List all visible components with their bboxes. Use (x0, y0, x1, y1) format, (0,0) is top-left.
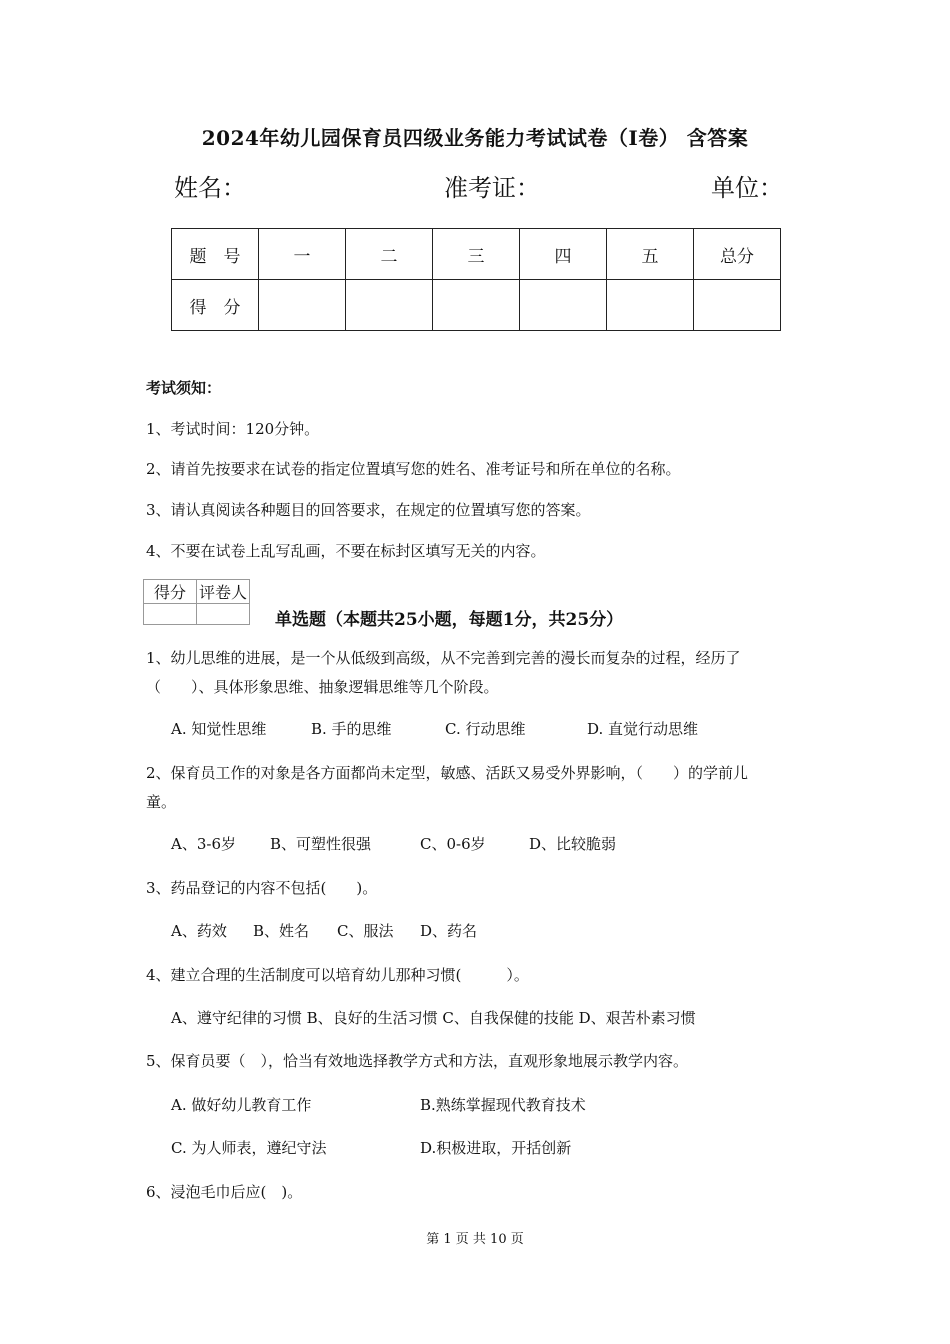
score-input-cell[interactable] (346, 280, 433, 331)
score-table-cell: 三 (433, 229, 520, 280)
grader-name-label: 评卷人 (197, 580, 250, 604)
score-table-cell: 五 (607, 229, 694, 280)
exam-id-label: 准考证： (444, 174, 540, 202)
q5-option-b: B.熟练掌握现代教育技术 (420, 1096, 586, 1114)
q5-option-c: C. 为人师表，遵纪守法 (171, 1139, 327, 1157)
grader-name-cell[interactable] (197, 604, 250, 625)
question-2-text-cont: 童。 (146, 793, 177, 811)
score-input-cell[interactable] (694, 280, 781, 331)
question-1-text: 1、幼儿思维的进展，是一个从低级到高级，从不完善到完善的漫长而复杂的过程，经历了 (146, 649, 741, 667)
q1-option-c: C. 行动思维 (445, 720, 526, 738)
question-3-text: 3、药品登记的内容不包括( )。 (146, 879, 378, 897)
score-input-cell[interactable] (259, 280, 346, 331)
question-2-text: 2、保育员工作的对象是各方面都尚未定型，敏感、活跃又易受外界影响，（ ）的学前儿 (146, 764, 749, 782)
score-input-cell[interactable] (433, 280, 520, 331)
q2-option-a: A、3-6岁 (171, 835, 236, 853)
grader-table (143, 579, 250, 625)
q5-option-d: D.积极进取，开括创新 (420, 1139, 572, 1157)
q3-option-d: D、药名 (420, 922, 478, 940)
score-row-label: 得 分 (172, 280, 259, 331)
score-table-cell: 题 号 (172, 229, 259, 280)
unit-label: 单位： (711, 174, 783, 202)
grader-score-cell[interactable] (144, 604, 197, 625)
question-5-text: 5、保育员要（ ），恰当有效地选择教学方式和方法，直观形象地展示教学内容。 (146, 1052, 689, 1070)
q3-option-b: B、姓名 (253, 922, 310, 940)
grader-score-label: 得分 (144, 580, 197, 604)
score-table-header-row (172, 229, 781, 280)
section-title: 单选题（本题共25小题，每题1分，共25分） (275, 610, 624, 630)
q4-options: A、遵守纪律的习惯 B、良好的生活习惯 C、自我保健的技能 D、艰苦朴素习惯 (171, 1009, 696, 1027)
score-table-cell: 四 (520, 229, 607, 280)
question-1-text-cont: （ ）、具体形象思维、抽象逻辑思维等几个阶段。 (146, 678, 499, 696)
notice-heading: 考试须知： (146, 379, 222, 397)
score-table-cell: 总分 (694, 229, 781, 280)
notice-item: 3、请认真阅读各种题目的回答要求，在规定的位置填写您的答案。 (146, 501, 591, 519)
question-6-text: 6、浸泡毛巾后应( )。 (146, 1183, 303, 1201)
q1-option-d: D. 直觉行动思维 (587, 720, 699, 738)
q5-option-a: A. 做好幼儿教育工作 (171, 1096, 312, 1114)
score-table-cell: 二 (346, 229, 433, 280)
q3-option-a: A、药效 (171, 922, 227, 940)
q2-option-b: B、可塑性很强 (270, 835, 372, 853)
q1-option-b: B. 手的思维 (311, 720, 392, 738)
notice-item: 1、考试时间：120分钟。 (146, 420, 320, 438)
q2-option-d: D、比较脆弱 (529, 835, 617, 853)
q3-option-c: C、服法 (337, 922, 394, 940)
score-input-cell[interactable] (520, 280, 607, 331)
score-input-cell[interactable] (607, 280, 694, 331)
name-label: 姓名： (174, 174, 246, 202)
score-table-score-row (172, 280, 781, 331)
score-table (171, 228, 781, 331)
score-table-cell: 一 (259, 229, 346, 280)
question-4-text: 4、建立合理的生活制度可以培育幼儿那种习惯( ）。 (146, 966, 529, 984)
q2-option-c: C、0-6岁 (420, 835, 486, 853)
q1-option-a: A. 知觉性思维 (171, 720, 267, 738)
page-title: 2024年幼儿园保育员四级业务能力考试试卷（I卷） 含答案 (201, 126, 749, 150)
notice-item: 4、不要在试卷上乱写乱画，不要在标封区填写无关的内容。 (146, 542, 546, 560)
notice-item: 2、请首先按要求在试卷的指定位置填写您的姓名、准考证号和所在单位的名称。 (146, 460, 681, 478)
page-footer: 第 1 页 共 10 页 (426, 1232, 524, 1247)
